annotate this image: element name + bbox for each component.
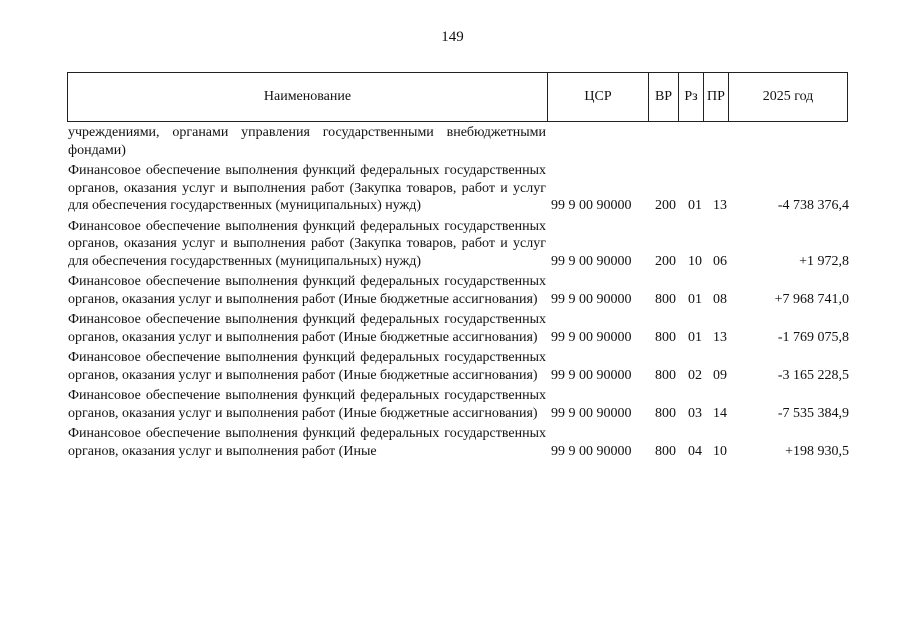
table-row xyxy=(68,349,849,384)
row-pr: 10 xyxy=(713,443,727,459)
row-csr: 99 9 00 90000 xyxy=(551,367,632,383)
row-pr: 06 xyxy=(713,253,727,269)
header-csr: ЦСР xyxy=(548,73,649,121)
table-body xyxy=(68,124,849,460)
table-row xyxy=(68,387,849,422)
row-codes xyxy=(551,329,849,347)
header-vr: ВР xyxy=(649,73,679,121)
row-rz: 01 xyxy=(688,198,702,213)
row-rz: 02 xyxy=(688,367,702,383)
row-vr: 800 xyxy=(655,367,676,383)
row-name: Финансовое обеспечение выполнения функций федеральных государственных органов, оказания услуг и выполнения работ (Иные бюджетные ассигнования) xyxy=(68,350,546,383)
row-csr: 99 9 00 90000 xyxy=(551,405,632,421)
row-codes xyxy=(551,367,849,385)
row-csr: 99 9 00 90000 xyxy=(551,253,632,269)
row-vr: 800 xyxy=(655,291,676,307)
row-name: Финансовое обеспечение выполнения функций федеральных государственных органов, оказания услуг и выполнения работ (Иные xyxy=(68,426,546,459)
row-csr: 99 9 00 90000 xyxy=(551,198,632,213)
row-name: Финансовое обеспечение выполнения функций федеральных государственных органов, оказания услуг и выполнения работ (Иные бюджетные ассигнования) xyxy=(68,312,546,345)
row-rz: 01 xyxy=(688,291,702,307)
row-pr: 13 xyxy=(713,198,727,213)
row-vr: 800 xyxy=(655,405,676,421)
header-rz: Рз xyxy=(679,73,704,121)
table-row xyxy=(68,162,849,215)
row-pr: 13 xyxy=(713,329,727,345)
row-csr: 99 9 00 90000 xyxy=(551,291,632,307)
header-name: Наименование xyxy=(68,73,548,121)
row-pr: 08 xyxy=(713,291,727,307)
row-csr: 99 9 00 90000 xyxy=(551,443,632,459)
row-vr: 200 xyxy=(655,198,676,213)
header-year: 2025 год xyxy=(762,89,814,104)
row-sum: +198 930,5 xyxy=(785,443,849,459)
row-codes xyxy=(551,253,849,271)
page-number: 149 xyxy=(441,29,464,45)
row-vr: 800 xyxy=(655,329,676,345)
row-rz: 03 xyxy=(688,405,702,421)
row-sum: +1 972,8 xyxy=(799,253,849,269)
row-codes xyxy=(551,291,849,309)
header-pr: ПР xyxy=(704,73,729,121)
row-pr: 09 xyxy=(713,367,727,383)
table-row xyxy=(68,273,849,308)
row-rz: 04 xyxy=(688,443,702,459)
row-name: Финансовое обеспечение выполнения функций федеральных государственных органов, оказания услуг и выполнения работ (Иные бюджетные ассигнования) xyxy=(68,274,546,307)
row-sum: -3 165 228,5 xyxy=(777,367,849,383)
table-row xyxy=(68,218,849,271)
row-name: Финансовое обеспечение выполнения функций федеральных государственных органов, оказания услуг и выполнения работ (Иные бюджетные ассигнования) xyxy=(68,388,546,421)
table-row xyxy=(68,425,849,460)
row-codes xyxy=(551,197,849,215)
row-name: Финансовое обеспечение выполнения функций федеральных государственных органов, оказания услуг и выполнения работ (Закупка товаров, работ и услуг для обеспечения государственных (муниципальных) нужд) xyxy=(68,218,546,269)
row-sum: -4 738 376,4 xyxy=(777,198,849,213)
row-sum: -7 535 384,9 xyxy=(777,405,849,421)
table-row xyxy=(68,124,849,159)
row-pr: 14 xyxy=(713,405,727,421)
row-codes xyxy=(551,443,849,461)
row-name: Финансовое обеспечение выполнения функций федеральных государственных органов, оказания услуг и выполнения работ (Закупка товаров, работ и услуг для обеспечения государственных (муниципальных) нужд) xyxy=(68,163,546,213)
row-name: учреждениями, органами управления государственными внебюджетными фондами) xyxy=(68,125,546,158)
row-rz: 01 xyxy=(688,329,702,345)
row-sum: -1 769 075,8 xyxy=(777,329,849,345)
row-csr: 99 9 00 90000 xyxy=(551,329,632,345)
table-header xyxy=(67,72,848,122)
row-vr: 200 xyxy=(655,253,676,269)
row-sum: +7 968 741,0 xyxy=(774,291,849,307)
row-vr: 800 xyxy=(655,443,676,459)
table-row xyxy=(68,311,849,346)
row-codes xyxy=(551,405,849,423)
row-rz: 10 xyxy=(688,253,702,269)
